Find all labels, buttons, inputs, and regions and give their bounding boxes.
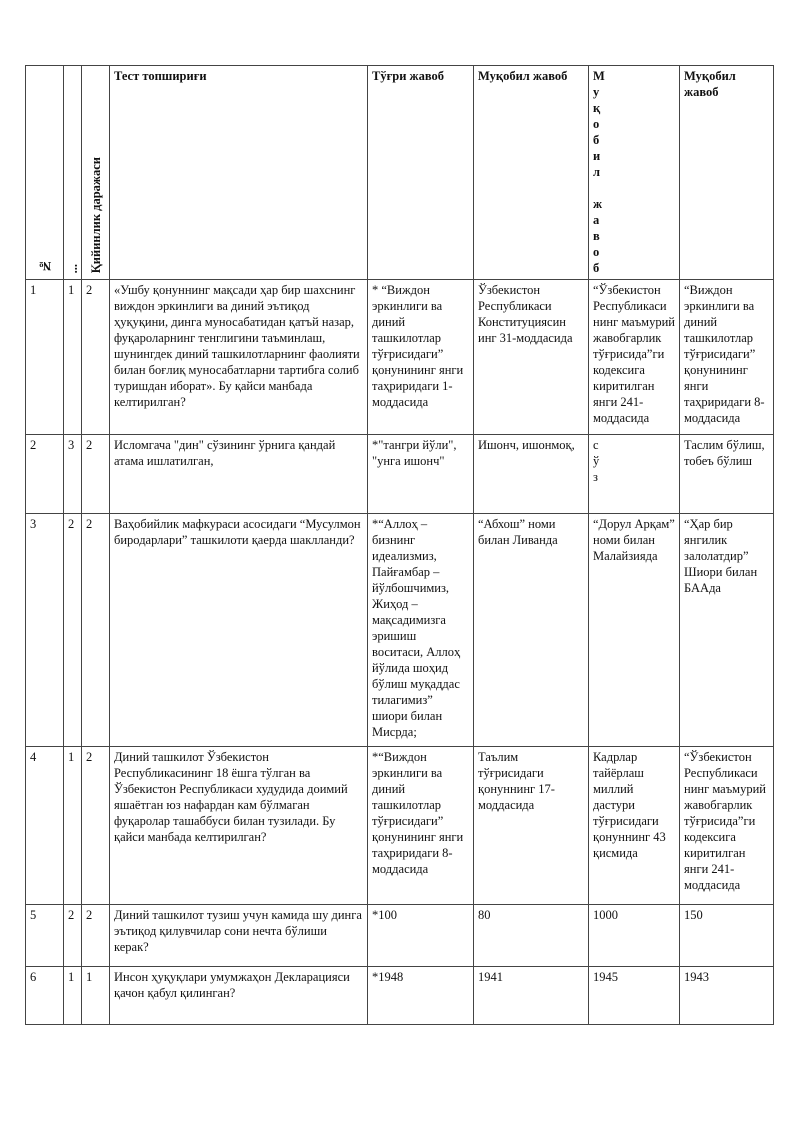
row-alternative-1: 1941: [474, 967, 589, 1025]
row-task: «Ушбу қонуннинг мақсади ҳар бир шахснинг виждон эркинлиги ва диний эътиқод ҳуқуқини, динга муносабатидан қатъй назар, фуқароларнинг тенглигини таъминлаш, шунингдек диний ташкилотларнинг фаолияти билан боғлиқ муносабатларни тартибга солиб туришдан иборат». Бу қайси манбада келтирилган?: [110, 280, 368, 435]
row-correct-answer: *100: [368, 905, 474, 967]
row-task: Ваҳобийлик мафкураси асосидаги “Мусулмон биродарлари” ташкилоти қаерда шаклланди?: [110, 514, 368, 747]
row-col2: 1: [64, 747, 82, 905]
row-difficulty: 2: [82, 905, 110, 967]
row-difficulty: 2: [82, 280, 110, 435]
row-alternative-3: 150: [680, 905, 774, 967]
row-col2: 1: [64, 967, 82, 1025]
row-alternative-1: Ишонч, ишонмоқ,: [474, 435, 589, 514]
header-difficulty: Қийинлик даражаси: [82, 66, 110, 280]
row-number: 2: [26, 435, 64, 514]
row-number: 6: [26, 967, 64, 1025]
table-row: [26, 280, 774, 435]
table-row: [26, 967, 774, 1025]
row-alternative-3: “Ўзбекистон Республикаси нинг маъмурий жавобгарлик тўғрисида”ги кодексига киритилган янги 241-моддасида: [680, 747, 774, 905]
header-correct-answer: Тўғри жавоб: [368, 66, 474, 280]
row-task: Инсон ҳуқуқлари умумжаҳон Декларацияси қачон қабул қилинган?: [110, 967, 368, 1025]
row-alternative-2: 1000: [589, 905, 680, 967]
header-number: №: [26, 66, 64, 280]
row-task: Исломгача "дин" сўзининг ўрнига қандай атама ишлатилган,: [110, 435, 368, 514]
header-alternative-answer-3: Муқобил жавоб: [680, 66, 774, 280]
row-alternative-3: 1943: [680, 967, 774, 1025]
row-alternative-1: 80: [474, 905, 589, 967]
row-alternative-2: сўз: [589, 435, 680, 514]
test-table: [25, 65, 774, 1025]
row-number: 3: [26, 514, 64, 747]
row-alternative-2: 1945: [589, 967, 680, 1025]
row-number: 4: [26, 747, 64, 905]
table-row: [26, 905, 774, 967]
row-alternative-1: Таълим тўғрисидаги қонуннинг 17-моддасида: [474, 747, 589, 905]
row-correct-answer: *“Виждон эркинлиги ва диний ташкилотлар тўғрисидаги” қонунининг янги таҳриридаги 8-моддасида: [368, 747, 474, 905]
row-task: Диний ташкилот Ўзбекистон Республикасининг 18 ёшга тўлган ва Ўзбекистон Республикаси худудида доимий яшаётган юз нафардан кам бўлмаган фуқаролар ташаббуси билан тузилади. Бу қайси манбада келтирилган?: [110, 747, 368, 905]
row-col2: 2: [64, 905, 82, 967]
row-difficulty: 2: [82, 514, 110, 747]
row-alternative-3: “Виждон эркинлиги ва диний ташкилотлар тўғрисидаги” қонунининг янги таҳриридаги 8-моддасида: [680, 280, 774, 435]
header-task: Тест топшириғи: [110, 66, 368, 280]
row-alternative-2: “Ўзбекистон Республикаси нинг маъмурий жавобгарлик тўғрисида”ги кодексига киритилган янги 241-моддасида: [589, 280, 680, 435]
row-number: 1: [26, 280, 64, 435]
row-correct-answer: *1948: [368, 967, 474, 1025]
row-alternative-2: Кадрлар тайёрлаш миллий дастури тўғрисидаги қонуннинг 43 қисмида: [589, 747, 680, 905]
row-col2: 3: [64, 435, 82, 514]
row-alternative-3: Таслим бўлиш, тобеъ бўлиш: [680, 435, 774, 514]
row-correct-answer: *“Аллоҳ – бизнинг идеализмиз, Пайғамбар – йўлбошчимиз, Жиҳод – мақсадимизга эришиш воситаси, Аллоҳ йўлида шоҳид бўлиш муқаддас тилагимиз” шиори билан Мисрда;: [368, 514, 474, 747]
header-alternative-answer-2: Муқобил жавоб: [589, 66, 680, 280]
header-alternative-answer-1: Муқобил жавоб: [474, 66, 589, 280]
row-col2: 2: [64, 514, 82, 747]
row-difficulty: 2: [82, 435, 110, 514]
row-difficulty: 2: [82, 747, 110, 905]
table-row: [26, 435, 774, 514]
row-alternative-1: Ўзбекистон Республикаси Конституциясин инг 31-моддасида: [474, 280, 589, 435]
row-correct-answer: *"тангри йўли", "унга ишонч": [368, 435, 474, 514]
row-difficulty: 1: [82, 967, 110, 1025]
row-task: Диний ташкилот тузиш учун камида шу динга эътиқод қилувчилар сони нечта бўлиши керак?: [110, 905, 368, 967]
row-alternative-3: “Ҳар бир янгилик залолатдир” Шиори билан БААда: [680, 514, 774, 747]
row-col2: 1: [64, 280, 82, 435]
header-row: [26, 66, 774, 280]
table-row: [26, 747, 774, 905]
row-correct-answer: * “Виждон эркинлиги ва диний ташкилотлар тўғрисидаги” қонунининг янги таҳриридаги 1-моддасида: [368, 280, 474, 435]
table-row: [26, 514, 774, 747]
header-col2: ...: [64, 66, 82, 280]
row-number: 5: [26, 905, 64, 967]
row-alternative-1: “Абхош” номи билан Ливанда: [474, 514, 589, 747]
row-alternative-2: “Дорул Арқам” номи билан Малайзияда: [589, 514, 680, 747]
